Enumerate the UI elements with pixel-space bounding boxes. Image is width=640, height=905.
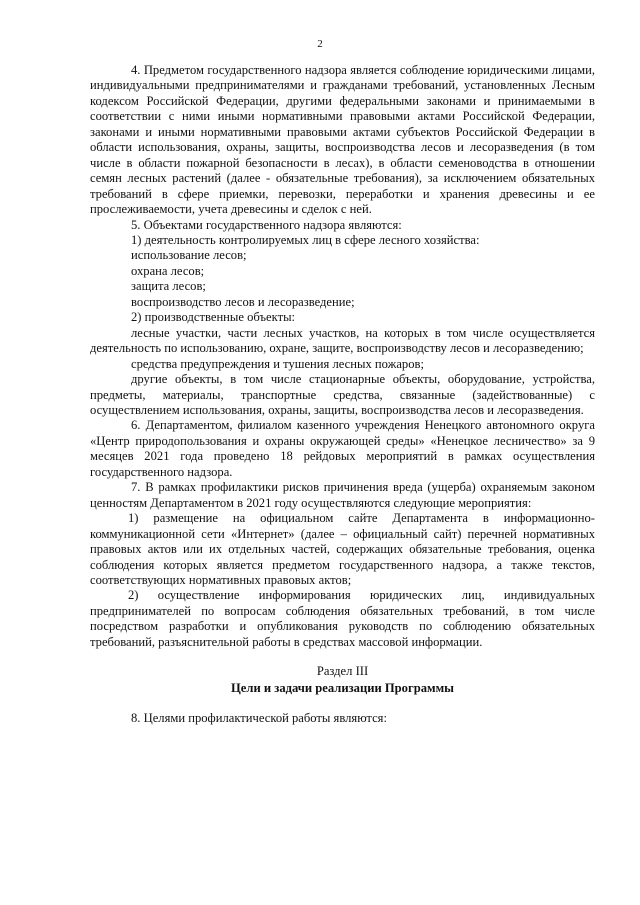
page-number: 2	[317, 38, 323, 50]
document-body	[90, 63, 595, 727]
paragraph-4: 4. Предметом государственного надзора является соблюдение юридическими лицами, индивидуальными предпринимателями и гражданами требований, установленных Лесным кодексом Российской Федерации, другими федеральными законами и принимаемыми в соответствии с ними иными нормативными правовыми актами Российской Федерации, законами и иными нормативными правовыми актами субъектов Российской Федерации в области использования, охраны, защиты, воспроизводства лесов и лесоразведения (в том числе в области пожарной безопасности в лесах), в области семеноводства в отношении семян лесных растений (далее - обязательные требования), за исключением обязательных требований в сфере приемки, перевозки, переработки и хранения древесины и ее прослеживаемости, учета древесины и сделок с ней.	[90, 63, 595, 217]
paragraph-5: 5. Объектами государственного надзора являются:	[131, 217, 402, 232]
list-item-fire-means: средства предупреждения и тушения лесных пожаров;	[131, 356, 424, 371]
list-item-forest-plots: лесные участки, части лесных участков, на которых в том числе осуществляется деятельность по использованию, охране, защите, воспроизводству лесов и лесоразведению;	[90, 325, 595, 356]
paragraph-5-2: 2) производственные объекты:	[131, 310, 296, 325]
paragraph-5-1: 1) деятельность контролируемых лиц в сфере лесного хозяйства:	[131, 232, 480, 247]
list-item-forest-use: использование лесов;	[131, 248, 247, 263]
section-number: Раздел III	[316, 664, 369, 679]
list-item-other-objects: другие объекты, в том числе стационарные объекты, оборудование, устройства, предметы, материалы, транспортные средства, связанные (задействованные) с осуществлением использования, охраны, защиты, воспроизводства лесов и лесоразведения.	[90, 372, 595, 417]
list-item-forest-reproduction: воспроизводство лесов и лесоразведение;	[131, 294, 355, 309]
paragraph-8: 8. Целями профилактической работы являются:	[131, 711, 387, 726]
list-item-forest-protection: защита лесов;	[131, 279, 206, 294]
list-item-forest-guard: охрана лесов;	[131, 263, 205, 278]
paragraph-7-1: 1) размещение на официальном сайте Департамента в информационно-коммуникационной сети «Интернет» (далее – официальный сайт) перечней нормативных правовых актов или их отдельных частей, содержащих обязательные требования, оценка соблюдения которых является предметом государственного надзора, а также текстов, соответствующих нормативных правовых актов;	[90, 511, 595, 587]
section-title: Цели и задачи реализации Программы	[231, 680, 454, 695]
paragraph-6: 6. Департаментом, филиалом казенного учреждения Ненецкого автономного округа «Центр природопользования и охраны окружающей среды» «Ненецкое лесничество» за 9 месяцев 2021 года проведено 18 рейдовых мероприятий в рамках осуществления государственного надзора.	[90, 418, 595, 479]
paragraph-7: 7. В рамках профилактики рисков причинения вреда (ущерба) охраняемым законом ценностям Департаментом в 2021 году осуществляются следующие мероприятия:	[90, 480, 595, 510]
paragraph-7-2: 2) осуществление информирования юридических лиц, индивидуальных предпринимателей по вопросам соблюдения обязательных требований, в том числе посредством разработки и опубликования руководств по соблюдению обязательных требований, разъяснительной работы в средствах массовой информации.	[90, 588, 595, 649]
